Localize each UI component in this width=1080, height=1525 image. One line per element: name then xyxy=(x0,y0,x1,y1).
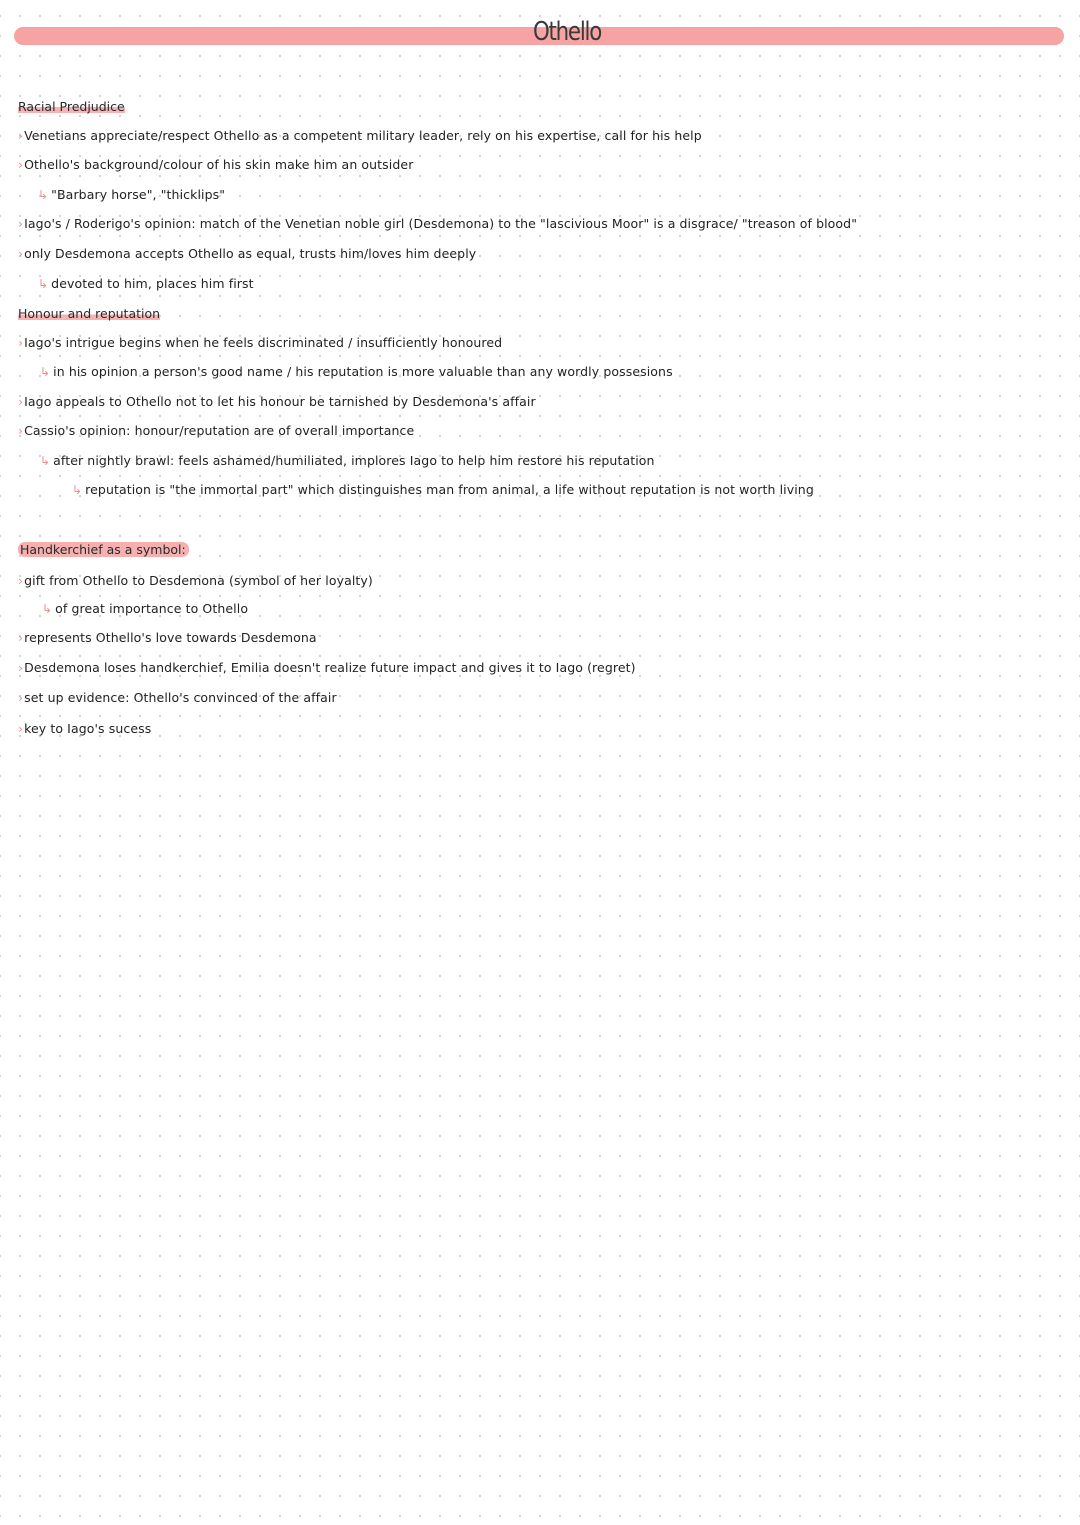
bullet-marker-icon: › xyxy=(18,721,24,736)
note-line xyxy=(18,335,502,351)
note-text: reputation is "the immortal part" which distinguishes man from animal, a life without reputation is not worth living xyxy=(85,482,814,497)
bullet-marker-icon: › xyxy=(18,573,24,588)
bullet-marker-icon: › xyxy=(18,630,24,645)
note-subline xyxy=(38,276,254,292)
bullet-marker-icon: › xyxy=(18,157,24,172)
note-line xyxy=(18,157,413,173)
note-subline xyxy=(42,601,248,617)
bullet-marker-icon: › xyxy=(18,660,24,675)
note-text: only Desdemona accepts Othello as equal, trusts him/loves him deeply xyxy=(24,246,477,261)
note-text: Iago's / Roderigo's opinion: match of the Venetian noble girl (Desdemona) to the "lascivious Moor" is a disgrace/ "treason of blood" xyxy=(24,216,858,231)
bullet-marker-icon: › xyxy=(18,335,24,350)
note-text: Iago's intrigue begins when he feels discriminated / insufficiently honoured xyxy=(24,335,503,350)
note-subline xyxy=(38,187,225,203)
sub-arrow-icon: ↳ xyxy=(38,277,49,291)
note-subline xyxy=(40,364,673,380)
sub-arrow-icon: ↳ xyxy=(40,365,51,379)
bullet-marker-icon: › xyxy=(18,423,24,438)
sub-arrow-icon: ↳ xyxy=(38,188,49,202)
note-line xyxy=(18,573,373,589)
sub-arrow-icon: ↳ xyxy=(42,602,53,616)
note-text: Iago appeals to Othello not to let his honour be tarnished by Desdemona's affair xyxy=(24,394,536,409)
note-line xyxy=(18,690,337,706)
note-text: represents Othello's love towards Desdemona xyxy=(24,630,317,645)
heading-text: Honour and reputation xyxy=(18,306,161,321)
note-text: "Barbary horse", "thicklips" xyxy=(51,187,226,202)
note-line xyxy=(18,660,636,676)
note-subline xyxy=(40,453,655,469)
section-heading-racial xyxy=(18,99,125,115)
heading-text: Handkerchief as a symbol: xyxy=(18,542,189,557)
sub-arrow-icon: ↳ xyxy=(72,483,83,497)
note-text: in his opinion a person's good name / his reputation is more valuable than any wordly possesions xyxy=(53,364,673,379)
bullet-marker-icon: › xyxy=(18,246,24,261)
note-line xyxy=(18,423,414,439)
note-text: Cassio's opinion: honour/reputation are of overall importance xyxy=(24,423,415,438)
note-subline xyxy=(72,482,814,498)
section-heading-handkerchief xyxy=(18,542,189,558)
section-heading-honour xyxy=(18,306,160,322)
note-line xyxy=(18,630,317,646)
note-text: Desdemona loses handkerchief, Emilia doesn't realize future impact and gives it to Iago (regret) xyxy=(24,660,636,675)
note-text: Venetians appreciate/respect Othello as a competent military leader, rely on his expertise, call for his help xyxy=(24,128,702,143)
note-line xyxy=(18,246,476,262)
note-line xyxy=(18,128,702,144)
heading-text: Racial Predjudice xyxy=(18,99,125,114)
note-text: devoted to him, places him first xyxy=(51,276,254,291)
note-line xyxy=(18,721,151,737)
sub-arrow-icon: ↳ xyxy=(40,454,51,468)
note-text: Othello's background/colour of his skin make him an outsider xyxy=(24,157,414,172)
note-text: of great importance to Othello xyxy=(55,601,249,616)
bullet-marker-icon: › xyxy=(18,216,24,231)
note-text: after nightly brawl: feels ashamed/humiliated, implores Iago to help him restore his reputation xyxy=(53,453,655,468)
page-title: Othello xyxy=(532,17,602,47)
bullet-marker-icon: › xyxy=(18,394,24,409)
note-line xyxy=(18,216,857,232)
note-text: key to Iago's sucess xyxy=(24,721,152,736)
bullet-marker-icon: › xyxy=(18,690,24,705)
bullet-marker-icon: › xyxy=(18,128,24,143)
note-line xyxy=(18,394,536,410)
note-text: gift from Othello to Desdemona (symbol of her loyalty) xyxy=(24,573,373,588)
note-text: set up evidence: Othello's convinced of the affair xyxy=(24,690,337,705)
